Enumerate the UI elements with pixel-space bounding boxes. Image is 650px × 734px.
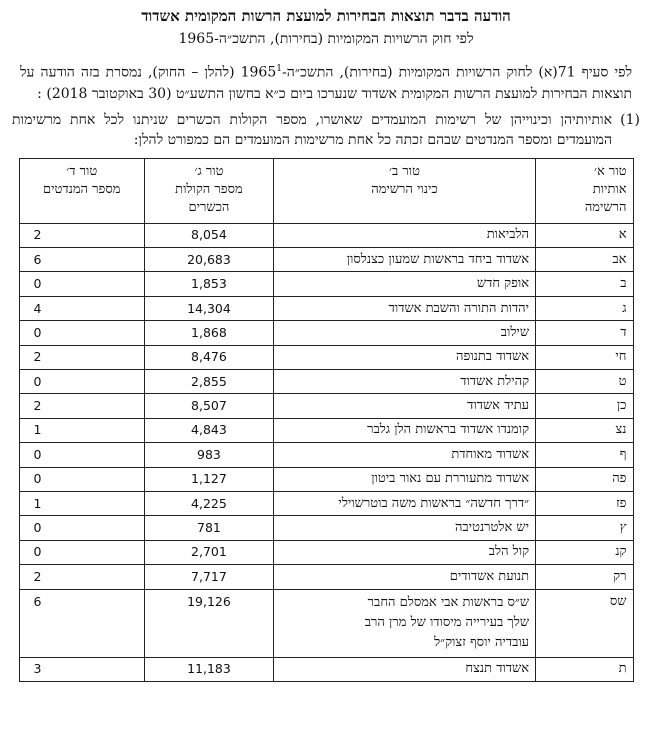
results-table: [19, 158, 634, 682]
row-letters: אב: [536, 248, 633, 272]
table-row: [19, 657, 633, 681]
row-letters: ת: [536, 657, 633, 681]
header-col-c-label-2: הכשרים: [188, 199, 230, 215]
header-col-c-title: טור ג׳: [194, 163, 224, 179]
row-seats: 0: [19, 540, 144, 564]
row-name: [273, 589, 535, 657]
header-col-c-label-1: מספר הקולות: [175, 181, 243, 197]
row-letters: ד: [536, 321, 633, 345]
table-row: [19, 418, 633, 442]
row-seats: 0: [19, 443, 144, 467]
row-votes: 4,843: [144, 418, 273, 442]
row-name: אשדוד מאוחדת: [273, 443, 535, 467]
table-row: [19, 321, 633, 345]
row-votes: 8,476: [144, 345, 273, 369]
row-votes: 1,868: [144, 321, 273, 345]
table-row: [19, 223, 633, 247]
header-col-a: [536, 158, 633, 223]
row-seats: 0: [19, 272, 144, 296]
row-letters: נצ: [536, 418, 633, 442]
row-seats: 0: [19, 370, 144, 394]
row-votes: 2,701: [144, 540, 273, 564]
table-row: [19, 345, 633, 369]
header-col-d-title: טור ד׳: [66, 163, 98, 179]
row-name: אופק חדש: [273, 272, 535, 296]
header-col-d-label: מספר המנדטים: [42, 181, 121, 197]
row-seats: 2: [19, 223, 144, 247]
table-row: [19, 491, 633, 515]
row-name: עתיד אשדוד: [273, 394, 535, 418]
row-votes: 11,183: [144, 657, 273, 681]
row-name: קהילת אשדוד: [273, 370, 535, 394]
row-votes: 14,304: [144, 296, 273, 320]
row-letters: ץ: [536, 516, 633, 540]
row-seats: 1: [19, 491, 144, 515]
table-row: [19, 248, 633, 272]
table-row: [19, 516, 633, 540]
row-seats: 0: [19, 516, 144, 540]
row-seats: 2: [19, 565, 144, 589]
intro-text-end: (להלן – החוק), נמסרת בזה הודעה על תוצאות הבחירות למועצת הרשות המקומית אשדוד שנערכו ביום כ״א בחשון התשע״ט (30 באוקטובר 2018) :: [20, 64, 632, 102]
document-page: [0, 6, 650, 734]
row-name: יהדות התורה והשבת אשדוד: [273, 296, 535, 320]
document-title: הודעה בדבר תוצאות הבחירות למועצת הרשות המקומית אשדוד: [141, 7, 511, 25]
table-row: [19, 443, 633, 467]
row-votes: 781: [144, 516, 273, 540]
header-col-b-title: טור ב׳: [389, 163, 420, 179]
row-votes: 4,225: [144, 491, 273, 515]
row-name: שילוב: [273, 321, 535, 345]
row-seats: 4: [19, 296, 144, 320]
row-seats: 6: [19, 589, 144, 657]
section-text: אותיותיהן וכינוייהן של רשימות המועמדים שאושרו, מספר הקולות הכשרים שניתנו לכל אחת מרשימות המועמדים ומספר המנדטים שבהם זכתה כל אחת מרשימות המועמדים הם כמפורט להלן:: [12, 111, 612, 148]
document-subtitle: לפי חוק הרשויות המקומיות (בחירות), התשכ״ה-1965: [178, 31, 474, 47]
row-votes: 20,683: [144, 248, 273, 272]
row-name-line: עובדיה יוסף זצוק״ל: [434, 634, 530, 650]
row-votes: 8,507: [144, 394, 273, 418]
row-votes: 2,855: [144, 370, 273, 394]
row-letters: ג: [536, 296, 633, 320]
row-letters: כן: [536, 394, 633, 418]
table-row: [19, 370, 633, 394]
row-votes: 8,054: [144, 223, 273, 247]
row-letters: קנ: [536, 540, 633, 564]
row-name: ״דרך חדשה״ בראשות משה בוטרשוילי: [273, 491, 535, 515]
intro-paragraph: [20, 59, 632, 105]
row-letters: שס: [536, 589, 633, 657]
table-row: [19, 565, 633, 589]
header-col-a-title: טור א׳: [594, 163, 627, 179]
row-votes: 19,126: [144, 589, 273, 657]
row-letters: ט: [536, 370, 633, 394]
table-row: [19, 272, 633, 296]
table-row: [19, 589, 633, 657]
row-votes: 983: [144, 443, 273, 467]
row-name-line: שלך בעירייה מיסודו של מרן הרב: [364, 614, 530, 630]
footnote-marker: 1: [276, 64, 282, 74]
row-letters: חי: [536, 345, 633, 369]
header-col-b: [273, 158, 535, 223]
table-row: [19, 296, 633, 320]
row-name: אשדוד תנצח: [273, 657, 535, 681]
row-name: אשדוד בתנופה: [273, 345, 535, 369]
row-name: אשדוד מתעוררת עם נאור ביטון: [273, 467, 535, 491]
row-letters: ב: [536, 272, 633, 296]
row-seats: 3: [19, 657, 144, 681]
header-col-b-label: כינוי הרשימה: [371, 181, 438, 197]
header-col-d: [19, 158, 144, 223]
row-name: הלביאות: [273, 223, 535, 247]
row-votes: 1,127: [144, 467, 273, 491]
intro-text-start: לפי סעיף 71(א) לחוק הרשויות המקומיות (בחירות), התשכ״ה-1965: [240, 64, 632, 81]
row-letters: פז: [536, 491, 633, 515]
row-seats: 0: [19, 321, 144, 345]
row-seats: 6: [19, 248, 144, 272]
row-seats: 0: [19, 467, 144, 491]
row-name: יש אלטרנטיבה: [273, 516, 535, 540]
row-name: קול הלב: [273, 540, 535, 564]
row-votes: 1,853: [144, 272, 273, 296]
row-letters: רק: [536, 565, 633, 589]
table-header-row: [19, 158, 633, 223]
row-votes: 7,717: [144, 565, 273, 589]
row-seats: 1: [19, 418, 144, 442]
header-col-c: [144, 158, 273, 223]
row-name: תנועת אשדודים: [273, 565, 535, 589]
row-letters: ף: [536, 443, 633, 467]
table-row: [19, 467, 633, 491]
section-number: (1): [620, 111, 640, 128]
row-letters: א: [536, 223, 633, 247]
row-letters: פה: [536, 467, 633, 491]
row-name: קומנדו אשדוד בראשות הלן גלבר: [273, 418, 535, 442]
table-row: [19, 394, 633, 418]
row-name-line: ש״ס בראשות אבי אמסלם החבר: [367, 594, 530, 610]
row-seats: 2: [19, 345, 144, 369]
section-1: [12, 110, 640, 150]
header-col-a-label-2: הרשימה: [584, 199, 627, 215]
row-name: אשדוד ביחד בראשות שמעון כצנלסון: [273, 248, 535, 272]
header-col-a-label-1: אותיות: [592, 181, 627, 197]
table-row: [19, 540, 633, 564]
row-seats: 2: [19, 394, 144, 418]
